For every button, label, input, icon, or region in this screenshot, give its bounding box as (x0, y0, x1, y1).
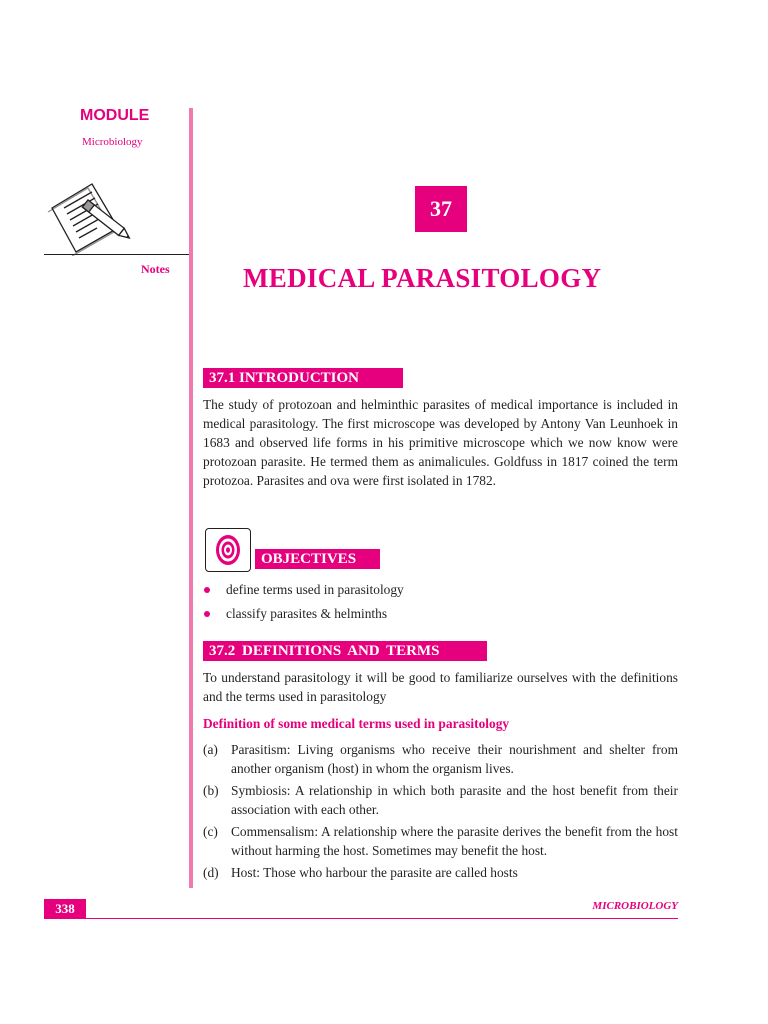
footer-rule (44, 918, 678, 919)
module-label: MODULE (80, 107, 150, 124)
module-subject: Microbiology (82, 136, 143, 148)
section-heading-introduction: 37.1 INTRODUCTION (203, 368, 403, 388)
notes-divider (44, 254, 190, 255)
sidebar-divider-bar (189, 108, 193, 888)
term-item: (d) Host: Those who harbour the parasite are called hosts (203, 865, 518, 880)
bullet-icon (204, 587, 210, 593)
term-item: (b) Symbiosis: A relationship in which both parasite and the host benefit from their association with each other. (203, 783, 678, 817)
target-icon (205, 528, 251, 572)
bullet-icon (204, 611, 210, 617)
term-item: (a) Parasitism: Living organisms who receive their nourishment and shelter from another organism (host) in whom the organism lives. (203, 742, 678, 776)
notes-label: Notes (141, 262, 170, 276)
objectives-heading: OBJECTIVES (255, 549, 380, 569)
list-item: classify parasites & helminths (203, 604, 678, 628)
definitions-subheading: Definition of some medical terms used in parasitology (203, 716, 510, 731)
chapter-title: MEDICAL PARASITOLOGY (243, 263, 602, 293)
footer-book-title: MICROBIOLOGY (592, 900, 678, 912)
terms-list (203, 740, 678, 885)
page-number: 338 (44, 899, 86, 919)
introduction-paragraph: The study of protozoan and helminthic parasites of medical importance is included in medical parasitology. The first microscope was developed by Antony Van Leunhoek in 1683 and observed life forms in his primitive microscope which we now know were protozoan parasite. He termed them as animalicules. Goldfuss in 1817 coined the term protozoa. Parasites and ova were first isolated in 1782. (203, 397, 678, 488)
objectives-list (203, 580, 678, 628)
notepad-pencil-icon (44, 178, 140, 256)
chapter-number: 37 (415, 186, 467, 232)
list-item: define terms used in parasitology (203, 580, 678, 604)
section-heading-definitions: 37.2 DEFINITIONS AND TERMS (203, 641, 487, 661)
definitions-intro-paragraph: To understand parasitology it will be good to familiarize ourselves with the definitions and the terms used in parasitology (203, 670, 678, 704)
term-item: (c) Commensalism: A relationship where the parasite derives the benefit from the host without harming the host. Sometimes may benefit the host. (203, 824, 678, 858)
